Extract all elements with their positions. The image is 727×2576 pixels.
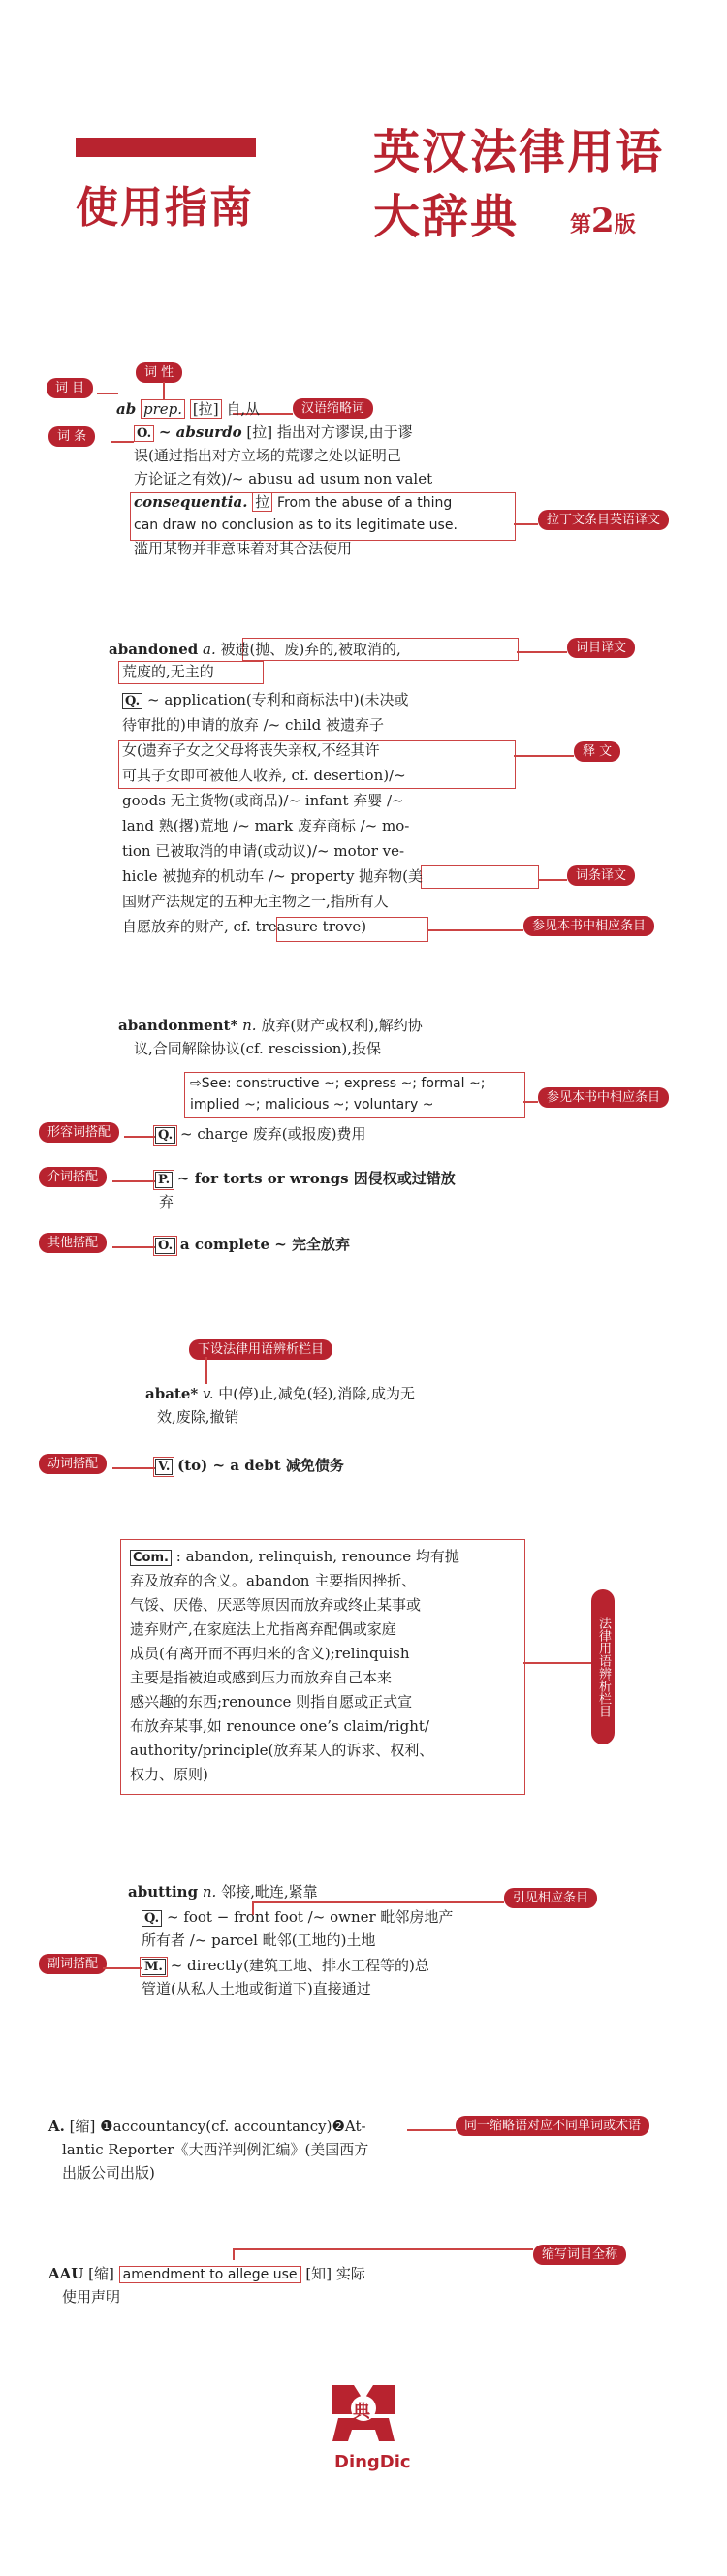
entry-abutting-line5: 管道(从私人土地或街道下)直接通过 [142, 1980, 371, 1997]
entry-ab-line5: consequentia. 拉 From the abuse of a thing [134, 493, 453, 511]
connector [233, 2248, 533, 2250]
entry-ab-line4: 方论证之有效)/~ abusu ad usum non valet [134, 470, 433, 487]
connector [111, 441, 134, 443]
entry-A-line2: lantic Reporter《大西洋判例汇编》(美国西方 [62, 2141, 369, 2158]
logo-name: DingDic [334, 2452, 411, 2472]
tag-verb-colloc: 动词搭配 [39, 1454, 107, 1474]
tag-adj-colloc: 形容词搭配 [39, 1122, 119, 1143]
entry-abandoned-line3 [122, 690, 408, 710]
comparison-line6: 主要是指被迫或感到压力而放弃自己本来 [130, 1669, 393, 1686]
phrase-trans-box [421, 865, 539, 889]
headword: ab [116, 400, 137, 418]
entry-abate-line2: 效,废除,撤销 [157, 1408, 239, 1426]
entry-ab-line6: can draw no conclusion as to its legitimate use. [134, 518, 458, 533]
connector [407, 2129, 456, 2131]
collocation-key: V. [155, 1459, 173, 1475]
connector [124, 1136, 155, 1138]
entry-ab-line3: 误(通过指出对方立场的荒谬之处以证明己 [134, 447, 401, 464]
entry-abandoned-line5: 女(遗弃子女之父母将丧失亲权,不经其许 [122, 741, 380, 759]
definition: 中(停)止,减免(轻),消除,成为无 [218, 1385, 415, 1402]
comparison-line10: 权力、原则) [130, 1766, 208, 1783]
header-bar [76, 138, 256, 157]
entry-abutting-line2 [142, 1907, 453, 1928]
text: ~ charge 废弃(或报废)费用 [179, 1125, 366, 1143]
entry-ab-line7: 滥用某物并非意味着对其合法使用 [134, 540, 353, 557]
tag-adv-colloc: 副词搭配 [39, 1954, 107, 1974]
entry-abutting-line1 [128, 1882, 318, 1902]
pos: n. [242, 1017, 257, 1034]
label: 知 [311, 2265, 327, 2282]
entry-A-line3: 出版公司出版) [62, 2164, 155, 2182]
entry-abutting-line3: 所有者 /~ parcel 毗邻(工地的)土地 [142, 1932, 376, 1949]
tag-ref-entry: 引见相应条目 [504, 1888, 597, 1908]
connector [514, 523, 538, 525]
connector [103, 1967, 142, 1969]
tag-latin-abbr: 汉语缩略词 [293, 398, 373, 419]
collocation-key: P. [155, 1172, 173, 1188]
entry-A-line1: A. [缩] ❶accountancy(cf. accountancy)❷At- [48, 2118, 366, 2135]
headword: abandonment* [118, 1017, 238, 1034]
collocation-key: Q. [155, 1127, 175, 1144]
entry-ab-line1 [116, 399, 260, 420]
logo-char: 典 [353, 2402, 370, 2422]
colloc-o [155, 1235, 350, 1255]
dict-title-line1: 英汉法律用语 [373, 125, 665, 179]
connector [205, 1357, 207, 1384]
translation: From the abuse of a thing [277, 495, 453, 511]
connector [97, 393, 118, 394]
guide-title: 使用指南 [76, 183, 254, 233]
definition: 放弃(财产或权利),解约协 [261, 1017, 423, 1034]
connector [517, 651, 567, 653]
tag-analysis-side: 法律用语辨析栏目 [591, 1589, 615, 1744]
comparison-line3: 气馁、厌倦、厌恶等原因而放弃或终止某事或 [130, 1596, 422, 1614]
entry-abandoned-line8: land 熟(撂)荒地 /~ mark 废弃商标 /~ mo- [122, 817, 410, 834]
entry-abandoned-line9: tion 已被取消的申请(或动议)/~ motor ve- [122, 842, 405, 860]
comparison-key: Com. [130, 1550, 172, 1566]
entry-abandonment-line1 [118, 1016, 423, 1036]
entry-abate-line1 [145, 1384, 415, 1404]
connector [112, 1246, 155, 1248]
tag-latin-translation: 拉丁文条目英语译文 [538, 510, 669, 530]
pos: a. [203, 641, 216, 658]
label: 缩 [94, 2265, 110, 2282]
connector [112, 1467, 155, 1469]
edition: 第2版 [570, 202, 636, 240]
tag-see-also: 参见本书中相应条目 [523, 916, 654, 936]
tag-other-colloc: 其他搭配 [39, 1233, 107, 1253]
phrase: consequentia. [134, 493, 248, 511]
see-also-line2: implied ~; malicious ~; voluntary ~ [190, 1097, 434, 1113]
comparison-line2: 弃及放弃的含义。abandon 主要指因挫折、 [130, 1572, 417, 1589]
entry-AAU-line2: 使用声明 [62, 2288, 121, 2306]
full-form: amendment to allege use [119, 2266, 301, 2283]
comparison-line1 [130, 1547, 459, 1567]
text: ❶accountancy(cf. accountancy)❷At- [100, 2118, 366, 2135]
headword: abate* [145, 1385, 199, 1402]
tag-prep-colloc: 介词搭配 [39, 1167, 107, 1187]
connector [514, 755, 574, 757]
tag-headword-trans: 词目译文 [567, 638, 635, 658]
collocation-key: M. [142, 1959, 166, 1975]
pos: v. [203, 1385, 214, 1402]
text: 指出对方谬误,由于谬 [276, 424, 413, 441]
tag-pos: 词 性 [136, 362, 182, 383]
definition: 邻接,毗连,紧靠 [221, 1883, 318, 1901]
tag-explain: 释 文 [574, 741, 620, 762]
colloc-p [155, 1169, 456, 1189]
connector [538, 879, 567, 881]
tag-multi-abbr: 同一缩略语对应不同单词或术语 [456, 2116, 649, 2136]
entry-abandoned-line12: 自愿放弃的财产, cf. treasure trove) [122, 918, 367, 935]
label: 缩 [75, 2118, 90, 2135]
text: ~ foot − front foot /~ owner 毗邻房地产 [166, 1908, 454, 1926]
headword: abandoned [109, 641, 199, 658]
tag-see-also-2: 参见本书中相应条目 [538, 1087, 669, 1108]
headword: abutting [128, 1883, 199, 1901]
latin-label: [拉] [190, 399, 222, 419]
definition: 自,从 [226, 400, 261, 418]
connector [427, 929, 523, 931]
colloc-v [155, 1456, 344, 1476]
entry-abandonment-line2: 议,合同解除协议(cf. rescission),投保 [134, 1040, 382, 1057]
comparison-line7: 感兴趣的东西;renounce 则指自愿或正式宣 [130, 1693, 413, 1711]
tag-analysis-column: 下设法律用语辨析栏目 [189, 1339, 332, 1360]
tag-phrase-trans: 词条译文 [567, 865, 635, 886]
entry-ab-line2: O. ~ absurdo [拉] 指出对方谬误,由于谬 [134, 423, 413, 443]
tag-abbr-full: 缩写词目全称 [533, 2245, 626, 2265]
text: ~ for torts or wrongs 因侵权或过错放 [176, 1170, 456, 1187]
entry-abandoned-line1 [109, 640, 401, 660]
text: : abandon, relinquish, renounce 均有抛 [175, 1548, 459, 1565]
headword: AAU [48, 2265, 84, 2282]
text: (to) ~ a debt 减免债务 [177, 1457, 344, 1474]
entry-abandoned-line10: hicle 被抛弃的机动车 /~ property 抛弃物(美 [122, 867, 424, 885]
comparison-line8: 布放弃某事,如 renounce one’s claim/right/ [130, 1717, 429, 1735]
comparison-line5: 成员(有离开而不再归来的含义);relinquish [130, 1645, 410, 1662]
tag-entry: 词 条 [48, 426, 95, 447]
entry-abutting-line4 [142, 1956, 429, 1976]
text: a complete ~ 完全放弃 [179, 1236, 351, 1253]
colloc-q [155, 1124, 365, 1145]
connector [112, 1180, 155, 1182]
connector [233, 2248, 235, 2260]
connector [523, 1101, 538, 1103]
tag-headword: 词 目 [47, 378, 93, 398]
entry-abandoned-line11: 国财产法规定的五种无主物之一,指所有人 [122, 893, 389, 910]
dict-title-line2: 大辞典 [373, 190, 520, 244]
connector [523, 1662, 591, 1664]
entry-abandoned-line4: 待审批的)申请的放弃 /~ child 被遗弃子 [122, 716, 385, 734]
see-also-line1: ⇨See: constructive ~; express ~; formal ~; [190, 1076, 486, 1091]
text: 实际 [335, 2265, 365, 2282]
comparison-line4: 遗弃财产,在家庭法上尤指离弃配偶或家庭 [130, 1620, 396, 1638]
pos: n. [202, 1883, 217, 1901]
colloc-p-cont: 弃 [159, 1193, 174, 1210]
headword: A. [48, 2118, 65, 2135]
collocation-key: Q. [142, 1910, 162, 1927]
collocation-key: O. [155, 1238, 175, 1254]
dingdic-logo [325, 2379, 402, 2447]
pos: prep. [141, 399, 185, 419]
entry-AAU-line1: AAU [缩] amendment to allege use [知] 实际 [48, 2265, 365, 2282]
text: ~ application(专利和商标法中)(未决或 [146, 691, 409, 708]
collocation-key: O. [134, 425, 154, 442]
collocation-key: Q. [122, 693, 142, 709]
entry-abandoned-line7: goods 无主货物(或商品)/~ infant 弃婴 /~ [122, 792, 404, 809]
entry-abandoned-line2: 荒废的,无主的 [122, 663, 214, 680]
definition: 被遗(抛、废)弃的,被取消的, [220, 641, 401, 658]
comparison-line9: authority/principle(放弃某人的诉求、权利、 [130, 1742, 434, 1759]
text: ~ directly(建筑工地、排水工程等的)总 [170, 1957, 429, 1974]
connector [163, 382, 165, 399]
phrase: ~ absurdo [158, 424, 242, 441]
entry-abandoned-line6: 可其子女即可被他人收养, cf. desertion)/~ [122, 767, 406, 784]
